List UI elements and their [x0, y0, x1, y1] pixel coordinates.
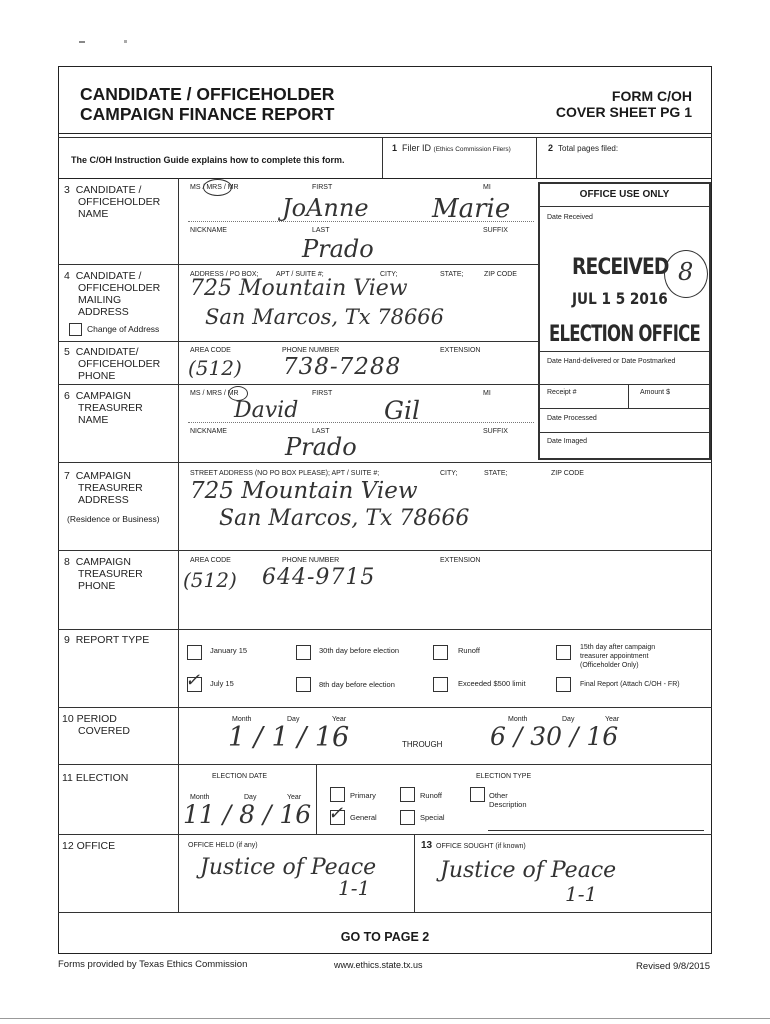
- treasurer-nickname-label: NICKNAME: [190, 428, 227, 435]
- through-label: THROUGH: [402, 740, 443, 749]
- footer-revised: Revised 9/8/2015: [636, 961, 710, 972]
- treasurer-area-code[interactable]: (512): [183, 568, 237, 592]
- report-30th-day-label: 30th day before election: [319, 646, 400, 655]
- report-january15-label: January 15: [210, 646, 248, 655]
- candidate-suffix-label: SUFFIX: [483, 227, 508, 234]
- form-title-line2: CAMPAIGN FINANCE REPORT: [80, 104, 335, 124]
- mailing-address-line2[interactable]: San Marcos, Tx 78666: [205, 305, 445, 329]
- section-8-label: 8 CAMPAIGN TREASURER PHONE: [64, 556, 143, 592]
- treasurer-first-name[interactable]: David: [234, 398, 299, 423]
- treasurer-salutation-label: MS / MRS / MR: [190, 390, 239, 397]
- treasurer-mi-label: MI: [483, 390, 491, 397]
- header-divider: [58, 133, 712, 134]
- office-sought-precinct[interactable]: 1-1: [565, 882, 598, 906]
- amount-label: Amount $: [640, 389, 670, 396]
- election-type-label: ELECTION TYPE: [476, 773, 532, 780]
- report-exceeded-label: Exceeded $500 limit: [458, 679, 526, 688]
- office-held-value[interactable]: Justice of Peace: [200, 855, 377, 880]
- election-runoff-checkbox[interactable]: [400, 787, 415, 802]
- section-10-label: 10 PERIOD COVERED: [62, 713, 130, 737]
- footer-website: www.ethics.state.tx.us: [334, 960, 423, 970]
- report-january15-checkbox[interactable]: [187, 645, 202, 660]
- election-general-label: General: [350, 813, 377, 822]
- treasurer-first-label: FIRST: [312, 390, 333, 397]
- mailing-address-line1[interactable]: 725 Mountain View: [190, 276, 408, 301]
- office-sought-value[interactable]: Justice of Peace: [440, 858, 617, 883]
- election-primary-label: Primary: [350, 791, 376, 800]
- candidate-middle-name[interactable]: Marie: [432, 194, 511, 224]
- candidate-area-code-label: AREA CODE: [190, 347, 231, 354]
- treasurer-last-name[interactable]: Prado: [285, 433, 357, 461]
- election-other-label: Other Description: [489, 791, 527, 809]
- report-8th-day-checkbox[interactable]: [296, 677, 311, 692]
- section-5-label: 5 CANDIDATE/ OFFICEHOLDER PHONE: [64, 346, 161, 382]
- election-general-checkmark: ✓: [328, 803, 344, 824]
- mailing-state-label: STATE;: [440, 271, 464, 278]
- period-from-day-label: Day: [287, 716, 300, 723]
- election-day-label: Day: [244, 794, 257, 801]
- treasurer-city-label: CITY;: [440, 470, 458, 477]
- cover-sheet-page: COVER SHEET PG 1: [555, 104, 692, 120]
- total-pages-label: 2 Total pages filed:: [548, 143, 619, 153]
- election-date-label: ELECTION DATE: [212, 773, 268, 780]
- office-held-precinct[interactable]: 1-1: [338, 876, 371, 900]
- scan-mark: [124, 40, 127, 43]
- period-to-date[interactable]: 6 / 30 / 16: [490, 722, 619, 751]
- election-month-label: Month: [190, 794, 210, 801]
- salutation-circle: [203, 179, 232, 196]
- report-final-label: Final Report (Attach C/OH - FR): [580, 681, 680, 688]
- treasurer-street-label: STREET ADDRESS (NO PO BOX PLEASE); APT / SUITE #;: [190, 470, 380, 477]
- period-to-year-label: Year: [605, 716, 620, 723]
- other-description-line: [488, 830, 704, 831]
- section-9-label: 9 REPORT TYPE: [64, 634, 150, 646]
- stamp-handwritten-mark: 8: [678, 258, 694, 286]
- treasurer-zip-label: ZIP CODE: [551, 470, 584, 477]
- treasurer-suffix-label: SUFFIX: [483, 428, 508, 435]
- filer-id-label: 1 Filer ID (Ethics Commission Filers): [392, 143, 511, 153]
- treasurer-phone-number[interactable]: 644-9715: [262, 565, 376, 590]
- report-30th-day-checkbox[interactable]: [296, 645, 311, 660]
- office-use-title: OFFICE USE ONLY: [579, 189, 670, 200]
- candidate-area-code[interactable]: (512): [188, 356, 242, 380]
- candidate-first-label: FIRST: [312, 184, 333, 191]
- date-hand-delivered-label: Date Hand-delivered or Date Postmarked: [547, 358, 676, 365]
- report-final-checkbox[interactable]: [556, 677, 571, 692]
- candidate-mi-label: MI: [483, 184, 491, 191]
- report-july15-checkmark: ✓: [185, 670, 201, 691]
- section-6-label: 6 CAMPAIGN TREASURER NAME: [64, 390, 143, 426]
- report-15th-day-checkbox[interactable]: [556, 645, 571, 660]
- date-received-label: Date Received: [547, 214, 593, 221]
- form-number: FORM C/OH: [611, 88, 692, 104]
- section-12-label: 12 OFFICE: [62, 840, 116, 852]
- treasurer-phone-label: PHONE NUMBER: [282, 557, 340, 564]
- change-of-address-checkbox[interactable]: [69, 323, 82, 336]
- election-special-checkbox[interactable]: [400, 810, 415, 825]
- section-11-label: 11 ELECTION: [62, 772, 129, 784]
- office-sought-label: 13 OFFICE SOUGHT (if known): [421, 840, 526, 851]
- office-held-label: OFFICE HELD (if any): [188, 842, 258, 849]
- scan-bottom-edge: [0, 1018, 770, 1019]
- instruction-text: The C/OH Instruction Guide explains how to complete this form.: [71, 155, 345, 165]
- election-special-label: Special: [420, 813, 445, 822]
- report-exceeded-checkbox[interactable]: [433, 677, 448, 692]
- candidate-phone-label: PHONE NUMBER: [282, 347, 340, 354]
- treasurer-middle-name[interactable]: Gil: [384, 396, 420, 425]
- mailing-apt-label: APT / SUITE #;: [276, 271, 324, 278]
- treasurer-address-line1[interactable]: 725 Mountain View: [190, 478, 418, 504]
- residence-or-business-label: (Residence or Business): [67, 514, 160, 524]
- received-stamp: RECEIVED: [572, 255, 669, 280]
- mailing-address-label: ADDRESS / PO BOX;: [190, 271, 259, 278]
- go-to-page-2: GO TO PAGE 2: [340, 930, 430, 944]
- scan-mark: [79, 41, 85, 43]
- report-july15-label: July 15: [210, 679, 234, 688]
- election-primary-checkbox[interactable]: [330, 787, 345, 802]
- period-from-date[interactable]: 1 / 1 / 16: [228, 722, 350, 753]
- election-other-checkbox[interactable]: [470, 787, 485, 802]
- treasurer-extension-label: EXTENSION: [440, 557, 481, 564]
- change-of-address-label: Change of Address: [87, 324, 160, 334]
- section-3-label: 3 CANDIDATE / OFFICEHOLDER NAME: [64, 184, 161, 220]
- date-imaged-label: Date Imaged: [547, 438, 588, 445]
- candidate-last-label: LAST: [312, 227, 330, 234]
- mailing-zip-label: ZIP CODE: [484, 271, 517, 278]
- date-processed-label: Date Processed: [547, 415, 597, 422]
- candidate-last-name[interactable]: Prado: [302, 235, 374, 263]
- section-7-label: 7 CAMPAIGN TREASURER ADDRESS: [64, 470, 143, 506]
- period-from-month-label: Month: [232, 716, 252, 723]
- period-to-month-label: Month: [508, 716, 528, 723]
- header-divider-2: [58, 137, 712, 138]
- election-runoff-label: Runoff: [420, 791, 442, 800]
- candidate-salutation-label: MS / MRS / MR: [190, 184, 239, 191]
- received-stamp-date: JUL 1 5 2016: [572, 289, 668, 308]
- election-year-label: Year: [287, 794, 302, 801]
- period-to-day-label: Day: [562, 716, 575, 723]
- candidate-nickname-label: NICKNAME: [190, 227, 227, 234]
- section-4-label: 4 CANDIDATE / OFFICEHOLDER MAILING ADDRESS: [64, 270, 161, 318]
- candidate-extension-label: EXTENSION: [440, 347, 481, 354]
- candidate-first-name[interactable]: JoAnne: [282, 194, 369, 222]
- treasurer-area-code-label: AREA CODE: [190, 557, 231, 564]
- candidate-phone-number[interactable]: 738-7288: [283, 354, 402, 380]
- receipt-label: Receipt #: [547, 389, 577, 396]
- report-15th-day-label: 15th day after campaign treasurer appointment (Officeholder Only): [580, 644, 656, 669]
- period-from-year-label: Year: [332, 716, 347, 723]
- footer-provided-by: Forms provided by Texas Ethics Commission: [58, 959, 248, 970]
- report-runoff-checkbox[interactable]: [433, 645, 448, 660]
- form-title-line1: CANDIDATE / OFFICEHOLDER: [80, 84, 335, 104]
- report-runoff-label: Runoff: [458, 646, 480, 655]
- mailing-city-label: CITY;: [380, 271, 398, 278]
- election-date-value[interactable]: 11 / 8 / 16: [183, 800, 312, 829]
- report-8th-day-label: 8th day before election: [319, 680, 395, 689]
- treasurer-state-label: STATE;: [484, 470, 508, 477]
- treasurer-last-label: LAST: [312, 428, 330, 435]
- treasurer-address-line2[interactable]: San Marcos, Tx 78666: [219, 506, 470, 531]
- election-office-stamp: ELECTION OFFICE: [549, 322, 700, 347]
